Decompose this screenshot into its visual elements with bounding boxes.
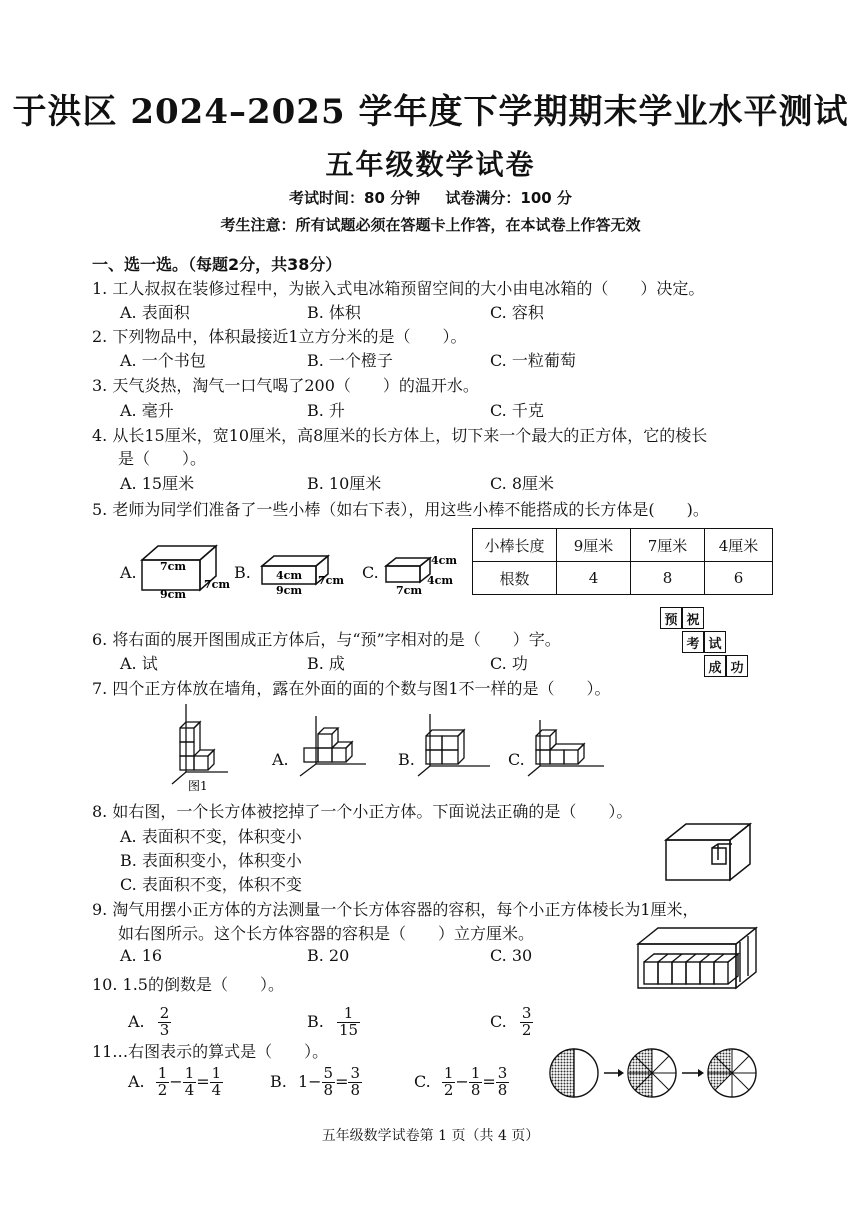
numerator: 1: [157, 1064, 168, 1082]
q7-option-b: B.: [398, 750, 415, 769]
q3-option-a: A. 毫升: [120, 401, 174, 420]
exam-time: 考试时间：80 分钟: [289, 189, 421, 207]
numerator: 3: [497, 1064, 508, 1082]
equals-sign: =: [482, 1071, 496, 1091]
q3-option-b: B. 升: [307, 401, 345, 420]
q7-option-c: C.: [508, 750, 525, 769]
net-face: 预: [660, 607, 682, 629]
fraction: [469, 1066, 483, 1099]
q6-option-b: B. 成: [307, 654, 345, 673]
exam-score: 试卷满分：100 分: [445, 189, 572, 207]
q11-circles-figure: [548, 1046, 768, 1100]
q10-c-fraction: [520, 1006, 534, 1039]
q5-c-width: 7cm: [396, 584, 422, 597]
q5-c-height: 4cm: [431, 554, 457, 567]
question-9: 9. 淘气用摆小正方体的方法测量一个长方体容器的容积，每个小正方体棱长为1厘米，: [92, 900, 699, 919]
net-face: 试: [704, 631, 726, 653]
exam-notice: 考生注意：所有试题必须在答题卡上作答，在本试卷上作答无效: [220, 216, 641, 234]
table-row: [473, 529, 773, 562]
numerator: 1: [211, 1064, 222, 1082]
denominator: 8: [497, 1080, 508, 1099]
q4-option-a: A. 15厘米: [120, 474, 195, 493]
q11-b-prefix: 1−: [297, 1071, 322, 1091]
q11-c-label: C.: [414, 1071, 431, 1091]
exam-info: [0, 187, 861, 208]
numerator: 1: [470, 1064, 481, 1082]
denominator: 8: [470, 1080, 481, 1099]
net-face: 成: [704, 655, 726, 677]
q7-figure-b: [414, 710, 494, 782]
numerator: 1: [337, 1006, 360, 1023]
q10-option-a: [128, 1006, 171, 1039]
fraction: [322, 1066, 336, 1099]
numerator: 1: [443, 1064, 454, 1082]
q10-a-fraction: [158, 1006, 172, 1039]
equals-sign: =: [335, 1071, 349, 1091]
q4-option-c: C. 8厘米: [490, 474, 555, 493]
q9-option-b: B. 20: [307, 946, 350, 965]
denominator: 4: [211, 1080, 222, 1099]
q2-option-a: A. 一个书包: [120, 351, 206, 370]
q5-box-a-figure: [138, 540, 238, 600]
q11-option-c: [414, 1066, 509, 1099]
fraction: [496, 1066, 510, 1099]
q5-box-c-figure: [382, 550, 462, 600]
table-cell: 根数: [473, 562, 557, 595]
section-heading: 一、选一选。（每题2分，共38分）: [92, 255, 342, 274]
question-9-cont: 如右图所示。这个长方体容器的容积是（ ）立方厘米。: [118, 924, 535, 943]
q1-option-c: C. 容积: [490, 303, 544, 322]
numerator: 1: [184, 1064, 195, 1082]
q9-option-c: C. 30: [490, 946, 533, 965]
fraction: [183, 1066, 197, 1099]
table-cell: 4: [557, 562, 631, 595]
question-2: 2. 下列物品中，体积最接近1立方分米的是（ ）。: [92, 327, 467, 346]
q11-a-label: A.: [128, 1071, 145, 1091]
denominator: 15: [338, 1020, 359, 1039]
question-1: 1. 工人叔叔在装修过程中，为嵌入式电冰箱预留空间的大小由电冰箱的（ ）决定。: [92, 279, 705, 298]
q7-figure-1: [168, 700, 238, 792]
q8-cuboid-figure: [660, 818, 760, 884]
q5-c-depth: 4cm: [427, 574, 453, 587]
q5-a-depth: 7cm: [204, 578, 230, 591]
q5-b-depth: 7cm: [318, 574, 344, 587]
q8-option-c: C. 表面积不变，体积不变: [120, 875, 302, 894]
q9-option-a: A. 16: [120, 946, 163, 965]
q8-option-b: B. 表面积变小，体积变小: [120, 851, 302, 870]
q4-option-b: B. 10厘米: [307, 474, 382, 493]
q9-container-figure: [632, 922, 767, 994]
q6-cube-net: [660, 607, 760, 679]
q10-b-fraction: [337, 1006, 360, 1039]
table-cell: 9厘米: [557, 529, 631, 562]
table-row: [473, 562, 773, 595]
q7-figure-c: [524, 716, 606, 782]
exam-title: 于洪区 2024–2025 学年度下学期期末学业水平测试: [12, 92, 849, 132]
denominator: 2: [443, 1080, 454, 1099]
q8-option-a: A. 表面积不变，体积变小: [120, 827, 302, 846]
q2-option-c: C. 一粒葡萄: [490, 351, 576, 370]
table-cell: 6: [705, 562, 773, 595]
fraction: [442, 1066, 456, 1099]
fraction: [156, 1066, 170, 1099]
q1-option-b: B. 体积: [307, 303, 361, 322]
q1-option-a: A. 表面积: [120, 303, 190, 322]
question-4: 4. 从长15厘米，宽10厘米，高8厘米的长方体上，切下来一个最大的正方体，它的棱长: [92, 426, 708, 445]
table-cell: 8: [631, 562, 705, 595]
question-4-cont: 是（ ）。: [118, 449, 207, 468]
minus-sign: −: [455, 1071, 469, 1091]
q11-option-b: [270, 1066, 362, 1099]
denominator: 2: [521, 1020, 532, 1039]
q5-a-height: 7cm: [160, 560, 186, 573]
question-11: 11.‥右图表示的算式是（ ）。: [92, 1042, 329, 1061]
denominator: 8: [350, 1080, 361, 1099]
q5-option-b: B.: [234, 563, 251, 582]
q5-b-width: 9cm: [276, 584, 302, 597]
table-cell: 4厘米: [705, 529, 773, 562]
q3-option-c: C. 千克: [490, 401, 544, 420]
q7-option-a: A.: [272, 750, 289, 769]
q2-option-b: B. 一个橙子: [307, 351, 393, 370]
net-face: 功: [726, 655, 748, 677]
net-face: 考: [682, 631, 704, 653]
page-footer: 五年级数学试卷第 1 页（共 4 页）: [321, 1128, 540, 1144]
q6-option-a: A. 试: [120, 654, 158, 673]
net-face: 祝: [682, 607, 704, 629]
numerator: 5: [323, 1064, 334, 1082]
q5-box-b-figure: [258, 548, 358, 598]
equals-sign: =: [196, 1071, 210, 1091]
q5-b-height: 4cm: [276, 569, 302, 582]
q6-option-c: C. 功: [490, 654, 528, 673]
q5-option-a: A.: [120, 563, 137, 582]
q10-option-c: [490, 1006, 533, 1039]
question-3: 3. 天气炎热，淘气一口气喝了200（ ）的温开水。: [92, 376, 479, 395]
q11-option-a: [128, 1066, 223, 1099]
q5-sticks-table: [472, 528, 773, 595]
q11-b-label: B.: [270, 1071, 287, 1091]
numerator: 2: [159, 1004, 170, 1022]
denominator: 2: [157, 1080, 168, 1099]
q10-option-b: [307, 1006, 360, 1039]
exam-subtitle: 五年级数学试卷: [325, 148, 536, 181]
q5-a-width: 9cm: [160, 588, 186, 600]
table-cell: 7厘米: [631, 529, 705, 562]
numerator: 3: [521, 1004, 532, 1022]
question-6: 6. 将右面的展开图围成正方体后，与“预”字相对的是（ ）字。: [92, 630, 561, 649]
question-7: 7. 四个正方体放在墙角，露在外面的面的个数与图1不一样的是（ ）。: [92, 679, 611, 698]
fraction: [348, 1066, 362, 1099]
minus-sign: −: [169, 1071, 183, 1091]
denominator: 3: [159, 1020, 170, 1039]
denominator: 4: [184, 1080, 195, 1099]
question-8: 8. 如右图，一个长方体被挖掉了一个小正方体。下面说法正确的是（ ）。: [92, 802, 633, 821]
denominator: 8: [323, 1080, 334, 1099]
q7-fig-label: 图1: [188, 779, 208, 792]
q10-c-label: C.: [490, 1011, 507, 1031]
table-cell: 小棒长度: [473, 529, 557, 562]
q10-a-label: A.: [128, 1011, 145, 1031]
q10-b-label: B.: [307, 1011, 324, 1031]
question-5: 5. 老师为同学们准备了一些小棒（如右下表），用这些小棒不能搭成的长方体是( )。: [92, 500, 709, 519]
q5-option-c: C.: [362, 563, 379, 582]
numerator: 3: [350, 1064, 361, 1082]
fraction: [210, 1066, 224, 1099]
q7-figure-a: [290, 712, 370, 782]
question-10: 10. 1.5的倒数是（ ）。: [92, 975, 284, 994]
